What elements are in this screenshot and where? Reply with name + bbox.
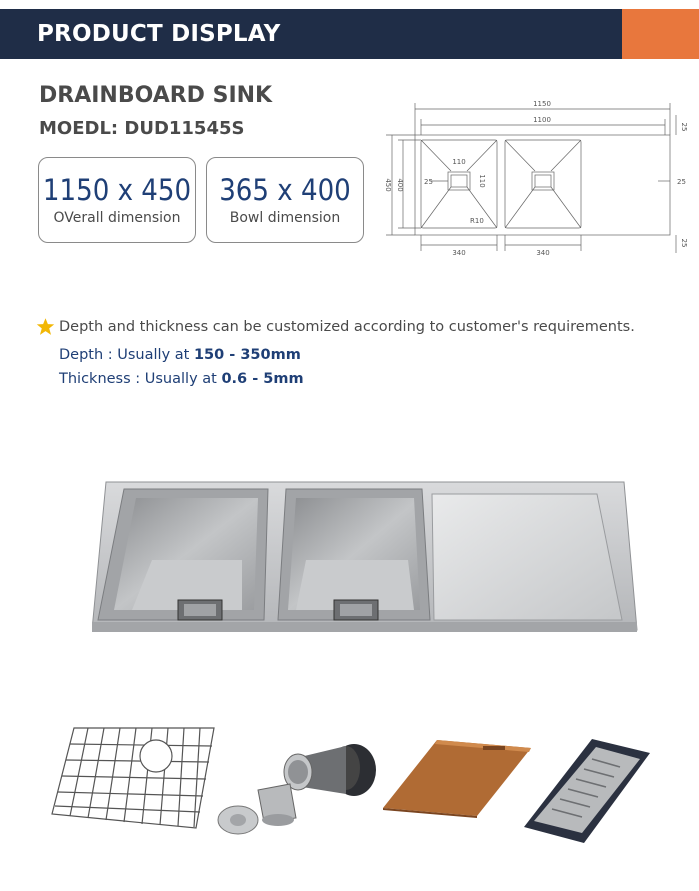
dim-bowl2-width: 340: [536, 249, 550, 257]
product-name: DRAINBOARD SINK: [39, 83, 273, 108]
header-accent-block: [622, 9, 699, 59]
bowl-dimension-value: 365 x 400: [219, 173, 351, 207]
bowl-dimension-label: Bowl dimension: [229, 210, 341, 226]
dim-inner-width: 1100: [533, 116, 551, 124]
thickness-label: Thickness : Usually at: [59, 371, 222, 387]
bottom-grid-accessory: [48, 716, 216, 832]
note-text: Depth and thickness can be customized according to customer's requirements.: [59, 319, 635, 335]
depth-spec: [59, 347, 301, 363]
colander-accessory: [522, 737, 652, 845]
overall-dimension-value: 1150 x 450: [42, 173, 192, 207]
product-model: MOEDL: DUD11545S: [39, 118, 245, 139]
dim-bowl1-width: 340: [452, 249, 466, 257]
dim-overall-height: 450: [384, 178, 392, 192]
thickness-spec: [59, 371, 304, 387]
basket-strainer-accessory: [216, 738, 386, 838]
dim-edge-right: 25: [677, 178, 686, 186]
bowl-dimension-box: [206, 157, 364, 243]
dim-inner-height: 400: [396, 178, 404, 192]
star-icon: [36, 317, 55, 336]
dim-edge-bottom: 25: [680, 238, 688, 248]
section-header: [0, 9, 699, 59]
technical-drawing: [378, 95, 690, 265]
section-title: PRODUCT DISPLAY: [37, 21, 281, 47]
dim-overall-width: 1150: [533, 100, 551, 108]
cutting-board-accessory: [381, 738, 533, 818]
depth-label: Depth : Usually at: [59, 347, 194, 363]
dim-edge-top: 25: [680, 122, 688, 132]
overall-dimension-box: [38, 157, 196, 243]
sink-product-image: [92, 480, 638, 632]
thickness-value: 0.6 - 5mm: [221, 371, 304, 387]
dim-edge-left: 25: [424, 178, 433, 186]
dim-drain-width: 110: [452, 158, 466, 166]
dim-drain-height: 110: [478, 174, 486, 188]
dim-corner-radius: R10: [470, 217, 484, 225]
overall-dimension-label: OVerall dimension: [53, 210, 181, 226]
depth-value: 150 - 350mm: [193, 347, 301, 363]
